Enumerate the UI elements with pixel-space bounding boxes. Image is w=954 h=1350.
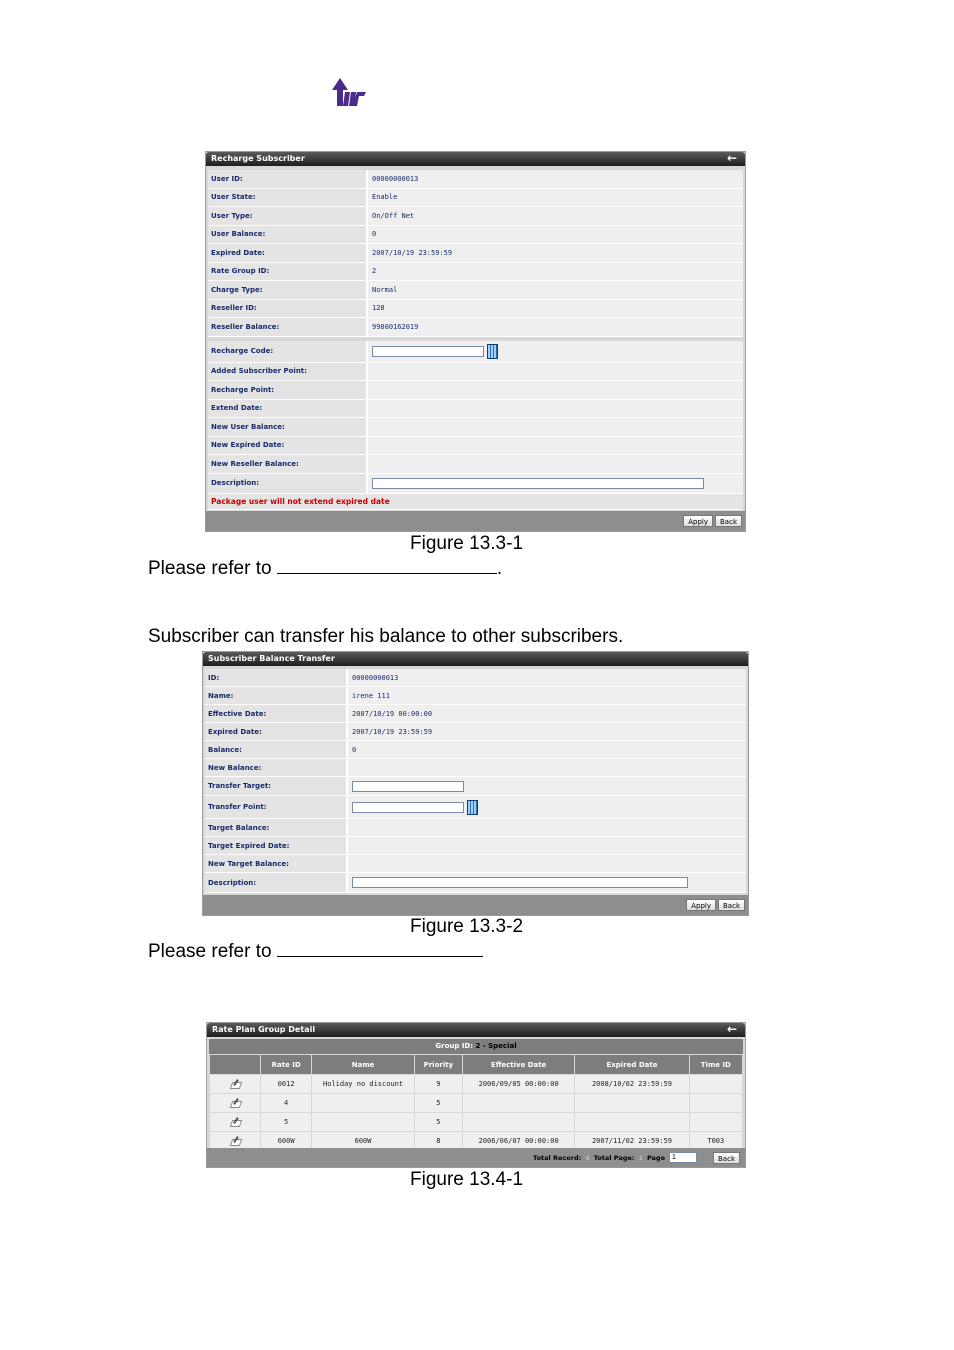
description-input[interactable] — [352, 877, 688, 888]
detail-row — [205, 669, 746, 687]
table-cell: Holiday no discount — [312, 1075, 414, 1094]
result-row — [208, 455, 743, 474]
table-cell: 9 — [414, 1075, 462, 1094]
paragraph: Subscriber can transfer his balance to other subscribers. — [148, 626, 624, 647]
table-cell — [312, 1094, 414, 1113]
result-row — [205, 819, 746, 837]
detail-row — [208, 300, 743, 319]
balance-transfer-panel — [202, 651, 749, 916]
field-label: Reseller Balance: — [208, 318, 368, 336]
panel-title: Subscriber Balance Transfer — [208, 654, 335, 663]
field-label: Charge Type: — [208, 281, 368, 299]
company-logo-icon — [330, 76, 370, 110]
detail-row — [208, 318, 743, 337]
table-cell: 5 — [414, 1094, 462, 1113]
transfer-target-input[interactable] — [352, 781, 464, 792]
back-button[interactable]: Back — [718, 899, 745, 911]
paragraph-text: Please refer to — [148, 558, 272, 579]
field-label: Reseller ID: — [208, 300, 368, 318]
field-value — [368, 400, 743, 418]
table-cell — [689, 1075, 742, 1094]
table-cell: T003 — [689, 1132, 742, 1151]
group-header — [209, 1039, 743, 1054]
result-row — [205, 837, 746, 855]
field-label: Added Subscriber Point: — [208, 363, 368, 381]
edit-icon[interactable] — [230, 1079, 240, 1088]
column-header[interactable] — [210, 1055, 261, 1075]
apply-button[interactable]: Apply — [683, 515, 713, 527]
description-input[interactable] — [372, 478, 704, 489]
field-value — [348, 837, 746, 854]
table-cell — [462, 1094, 574, 1113]
field-label: New Reseller Balance: — [208, 455, 368, 473]
table-cell: 8 — [414, 1132, 462, 1151]
result-row — [208, 400, 743, 419]
field-value: Normal — [368, 281, 743, 299]
field-value: 0 — [368, 226, 743, 244]
edit-cell — [210, 1075, 261, 1094]
field-value: 0 — [348, 741, 746, 758]
detail-row — [208, 244, 743, 263]
calculator-icon[interactable] — [487, 344, 498, 359]
detail-row — [208, 170, 743, 189]
table-cell — [312, 1113, 414, 1132]
paragraph-suffix: . — [496, 558, 503, 579]
back-arrow-icon[interactable]: ← — [726, 151, 737, 165]
detail-row — [208, 189, 743, 208]
detail-row — [205, 741, 746, 759]
field-value — [368, 455, 743, 473]
field-value — [368, 437, 743, 455]
table-cell: 2006/06/07 00:00:00 — [462, 1132, 574, 1151]
field-label: Expired Date: — [208, 244, 368, 262]
figure-caption: Figure 13.3-1 — [410, 533, 524, 554]
table-cell — [575, 1113, 689, 1132]
warning-text: Package user will not extend expired date — [211, 496, 390, 506]
warning-row — [208, 494, 743, 510]
table-cell: 5 — [260, 1113, 311, 1132]
field-value: 99800162019 — [368, 318, 743, 336]
column-header[interactable]: Priority — [414, 1055, 462, 1075]
column-header[interactable]: Effective Date — [462, 1055, 574, 1075]
result-row — [208, 418, 743, 437]
table-cell: 600W — [312, 1132, 414, 1151]
detail-row — [208, 226, 743, 245]
figure-caption: Figure 13.4-1 — [410, 1169, 524, 1190]
table-cell: 5 — [414, 1113, 462, 1132]
recharge-code-label: Recharge Code: — [208, 341, 368, 362]
field-label: New Balance: — [205, 759, 348, 776]
table-row — [210, 1094, 743, 1113]
field-value: 2007/10/19 00:00:00 — [348, 705, 746, 722]
field-value: 128 — [368, 300, 743, 318]
field-label: User ID: — [208, 170, 368, 188]
page-input[interactable] — [669, 1152, 697, 1163]
transfer-point-row — [205, 796, 746, 819]
table-cell: 4 — [260, 1094, 311, 1113]
transfer-point-input[interactable] — [352, 802, 464, 813]
edit-cell — [210, 1113, 261, 1132]
description-label: Description: — [205, 873, 348, 892]
table-cell: 600W — [260, 1132, 311, 1151]
column-header[interactable]: Name — [312, 1055, 414, 1075]
field-label: New Target Balance: — [205, 855, 348, 872]
transfer-target-label: Transfer Target: — [205, 777, 348, 795]
field-label: User Balance: — [208, 226, 368, 244]
reference-blank — [277, 942, 483, 957]
transfer-target-row — [205, 777, 746, 796]
rate-plan-table — [209, 1054, 743, 1151]
panel-title: Recharge Subscriber — [211, 154, 305, 163]
page-label: Page — [646, 1153, 665, 1162]
column-header[interactable]: Expired Date — [575, 1055, 689, 1075]
total-record-label: Total Record: — [533, 1153, 582, 1162]
field-value — [348, 855, 746, 872]
edit-icon[interactable] — [230, 1098, 240, 1107]
table-cell: 0012 — [260, 1075, 311, 1094]
field-value — [368, 418, 743, 436]
recharge-subscriber-panel — [205, 151, 746, 532]
reference-blank — [277, 559, 497, 574]
field-label: Expired Date: — [205, 723, 348, 740]
description-row — [205, 873, 746, 893]
edit-icon[interactable] — [230, 1117, 240, 1126]
column-header[interactable]: Rate ID — [260, 1055, 311, 1075]
field-label: Target Balance: — [205, 819, 348, 836]
description-row — [208, 474, 743, 494]
detail-row — [205, 723, 746, 741]
result-row — [208, 381, 743, 400]
apply-button[interactable]: Apply — [686, 899, 716, 911]
group-label: Group ID: — [435, 1042, 474, 1050]
detail-row — [208, 263, 743, 282]
field-value: Enable — [368, 189, 743, 207]
group-value: 2 - Special — [475, 1042, 517, 1050]
field-label: Recharge Point: — [208, 381, 368, 399]
back-button[interactable]: Back — [715, 515, 742, 527]
table-cell — [575, 1094, 689, 1113]
field-label: Rate Group ID: — [208, 263, 368, 281]
detail-row — [205, 687, 746, 705]
field-value: 2007/10/19 23:59:59 — [368, 244, 743, 262]
detail-row — [205, 705, 746, 723]
table-row — [210, 1113, 743, 1132]
field-value: 00000000013 — [368, 170, 743, 188]
field-value — [348, 819, 746, 836]
field-value: irene 111 — [348, 687, 746, 704]
table-cell: 2006/09/05 00:00:00 — [462, 1075, 574, 1094]
field-value: 00000000013 — [348, 669, 746, 686]
panel-title: Rate Plan Group Detail — [212, 1025, 316, 1034]
field-label: New Expired Date: — [208, 437, 368, 455]
table-cell — [689, 1113, 742, 1132]
paragraph — [148, 558, 502, 580]
back-arrow-icon[interactable]: ← — [726, 1022, 737, 1036]
field-value: 2 — [368, 263, 743, 281]
panel-footer — [203, 895, 748, 915]
field-label: Name: — [205, 687, 348, 704]
transfer-point-label: Transfer Point: — [205, 796, 348, 818]
field-label: User Type: — [208, 207, 368, 225]
panel-footer — [207, 1148, 745, 1167]
result-row — [208, 363, 743, 382]
field-value: 2007/10/19 23:59:59 — [348, 723, 746, 740]
recharge-code-row — [208, 341, 743, 363]
edit-cell — [210, 1094, 261, 1113]
total-pages-label: Total Page: — [593, 1153, 635, 1162]
table-cell: 2007/11/02 23:59:59 — [575, 1132, 689, 1151]
table-cell — [462, 1113, 574, 1132]
field-label: ID: — [205, 669, 348, 686]
field-label: New User Balance: — [208, 418, 368, 436]
table-cell — [689, 1094, 742, 1113]
figure-caption: Figure 13.3-2 — [410, 916, 524, 937]
field-value — [348, 759, 746, 776]
panel-title-bar — [203, 652, 748, 666]
panel-title-bar — [206, 152, 745, 166]
total-record-value: 4 — [585, 1153, 590, 1162]
field-label: User State: — [208, 189, 368, 207]
paragraph-text: Please refer to — [148, 941, 272, 962]
field-label: Balance: — [205, 741, 348, 758]
result-row — [205, 855, 746, 873]
table-row — [210, 1075, 743, 1094]
edit-icon[interactable] — [230, 1136, 240, 1145]
detail-row — [205, 759, 746, 777]
table-cell: 2008/10/02 23:59:59 — [575, 1075, 689, 1094]
recharge-code-input[interactable] — [372, 346, 484, 357]
field-label: Extend Date: — [208, 400, 368, 418]
field-value — [368, 363, 743, 381]
field-value: On/Off Net — [368, 207, 743, 225]
panel-title-bar — [207, 1023, 745, 1037]
panel-footer — [206, 511, 745, 531]
field-label: Target Expired Date: — [205, 837, 348, 854]
field-value — [368, 381, 743, 399]
column-header[interactable]: Time ID — [689, 1055, 742, 1075]
detail-row — [208, 207, 743, 226]
total-pages-value: 1 — [638, 1153, 643, 1162]
back-button[interactable]: Back — [713, 1152, 740, 1164]
detail-row — [208, 281, 743, 300]
paragraph — [148, 941, 483, 963]
rate-plan-group-panel — [206, 1022, 746, 1168]
description-label: Description: — [208, 474, 368, 493]
pager — [533, 1152, 697, 1163]
result-row — [208, 437, 743, 456]
calculator-icon[interactable] — [467, 800, 478, 815]
field-label: Effective Date: — [205, 705, 348, 722]
